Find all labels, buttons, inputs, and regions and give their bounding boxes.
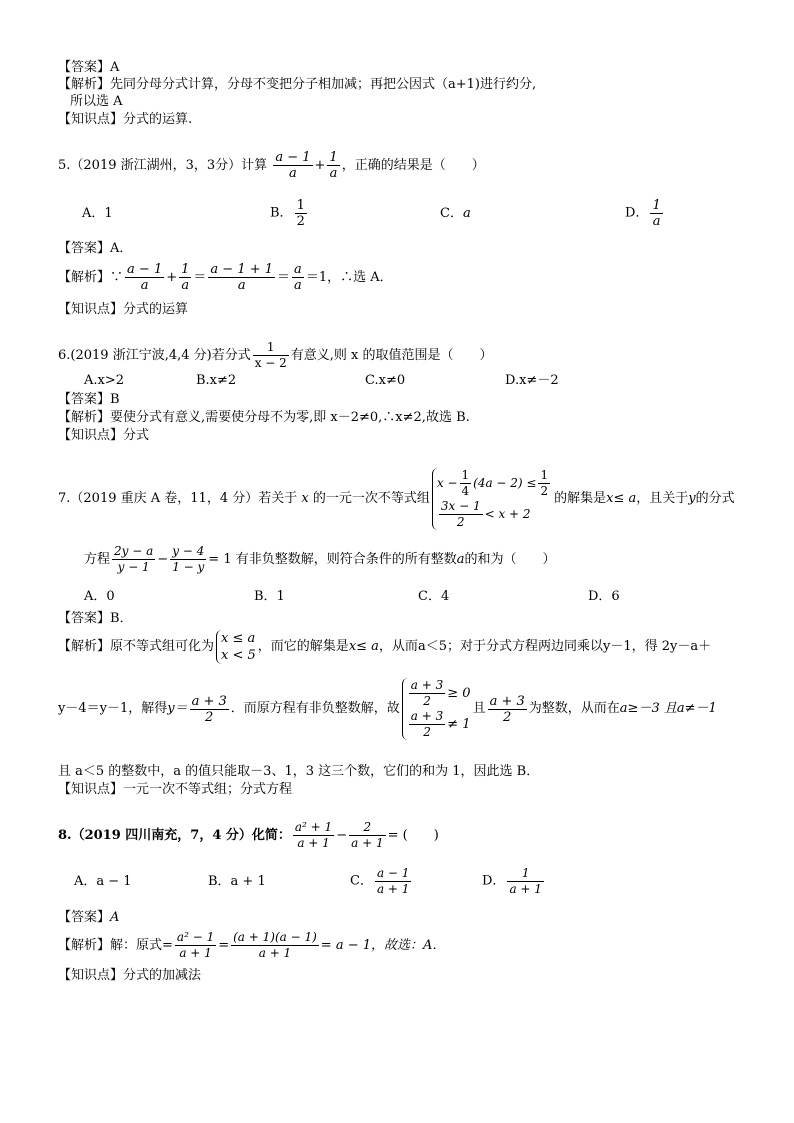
q8-analysis: 【解析】解：原式= $\frac{\text{a² − 1}}{a + 1}$ = $\frac{(a + 1)(a - 1)}{a + 1}$ = a − 1，故选：A． (58, 930, 446, 960)
q6-answer: 【答案】B (58, 392, 120, 407)
q5-option-c: C．a (440, 206, 471, 221)
q5-option-d: D． $\frac{1}{a}$ (625, 198, 661, 229)
q7-equation: 方程 $\frac{2y - a}{y - 1}$ − $\frac{y - 4}{1 - y}$ = 1 有非负整数解，则符合条件的所有整数a的和为（ ） (84, 544, 556, 574)
q8-knowledge: 【知识点】分式的加减法 (58, 968, 202, 983)
q8-option-d: D． $\frac{1}{a + 1}$ (482, 866, 542, 896)
q7-knowledge: 【知识点】一元一次不等式组；分式方程 (58, 782, 293, 797)
q6-stem: 6.(2019 浙江宁波,4,4 分)若分式 $\frac{1}{x - 2}$ 有意义,则 x 的取值范围是（ ） (58, 340, 493, 370)
q5-stem: 5.（2019 浙江湖州，3，3分）计算 $\frac{a - 1}{a}$ + $\frac{1}{a}$ ，正确的结果是（ ） (58, 150, 485, 181)
q7-option-b: B．1 (254, 589, 285, 604)
top-analysis: 【解析】先同分母分式计算，分母不变把分子相加减；再把公因式（a+1)进行约分, (58, 77, 537, 92)
q7-analysis-2: y－4＝y－1，解得y＝ $\frac{a + 3}{2}$ ．而原方程有非负整数解，故 $\frac{a + 3}{2}$ ≥ 0 $\frac{a + 3}{2}$ ≠ 1 且 $\frac{a + 3}{2}$ 为整数，从而在a≥－3 且a≠－1 (58, 678, 717, 739)
q8-stem: 8.（2019 四川南充，7，4 分）化简： $\frac{\text{a² + 1}}{a + 1}$ − $\frac{2}{a + 1}$ = ( ) (58, 820, 439, 850)
top-analysis-cont: 所以选 A (70, 94, 123, 109)
q5-option-a: A．1 (82, 206, 113, 221)
q8-answer: 【答案】A (58, 910, 120, 925)
q7-option-d: D．6 (588, 589, 620, 604)
q7-stem: 7.（2019 重庆 A 卷，11，4 分）若关于 x 的一元一次不等式组 x − $\frac{1}{4}$ (4a − 2) ≤ $\frac{1}{2}$ $\frac{3x - 1}{2}$ < x + 2 的解集是x≤ a，且关于y的分式 (58, 468, 735, 529)
q6-analysis: 【解析】要使分式有意义,需要使分母不为零,即 x－2≠0,∴x≠2,故选 B. (58, 410, 470, 425)
q7-option-c: C．4 (418, 589, 450, 604)
q8-option-b: B．a + 1 (208, 874, 266, 889)
q8-option-a: A．a − 1 (74, 874, 132, 889)
q6-option-a: A.x>2 (84, 373, 125, 388)
q7-option-a: A．0 (84, 589, 115, 604)
q6-knowledge: 【知识点】分式 (58, 428, 150, 443)
q7-condition-system: $\frac{a + 3}{2}$ ≥ 0 $\frac{a + 3}{2}$ ≠ 1 (402, 678, 471, 740)
q6-option-c: C.x≠0 (365, 373, 406, 388)
q5-knowledge: 【知识点】分式的运算 (58, 302, 189, 317)
q7-analysis-1: 【解析】原不等式组可化为 x ≤ a x < 5 ，而它的解集是x≤ a，从而a＜5；对于分式方程两边同乘以y－1，得 2y－a＋ (58, 631, 712, 663)
q5-analysis: 【解析】∵ $\frac{a - 1}{a}$ + $\frac{1}{a}$ ＝ $\frac{a - 1 + 1}{a}$ ＝ $\frac{a}{a}$ ＝1，∴选 A． (58, 262, 393, 293)
q6-option-b: B.x≠2 (196, 373, 237, 388)
top-knowledge: 【知识点】分式的运算. (58, 112, 193, 127)
top-answer: 【答案】A (58, 60, 120, 75)
q7-analysis-3: 且 a＜5 的整数中，a 的值只能取－3、1，3 这三个数，它们的和为 1，因此选 B． (58, 764, 540, 779)
q5-option-b: B． $\frac{1}{2}$ (270, 198, 305, 229)
q5-answer: 【答案】A． (58, 241, 133, 256)
q8-option-c: C． $\frac{a - 1}{a + 1}$ (350, 866, 410, 896)
q7-inequality-system: x − $\frac{1}{4}$ (4a − 2) ≤ $\frac{1}{2}$ $\frac{3x - 1}{2}$ < x + 2 (432, 468, 552, 530)
q7-answer: 【答案】B． (58, 611, 133, 626)
q6-option-d: D.x≠－2 (505, 373, 559, 388)
